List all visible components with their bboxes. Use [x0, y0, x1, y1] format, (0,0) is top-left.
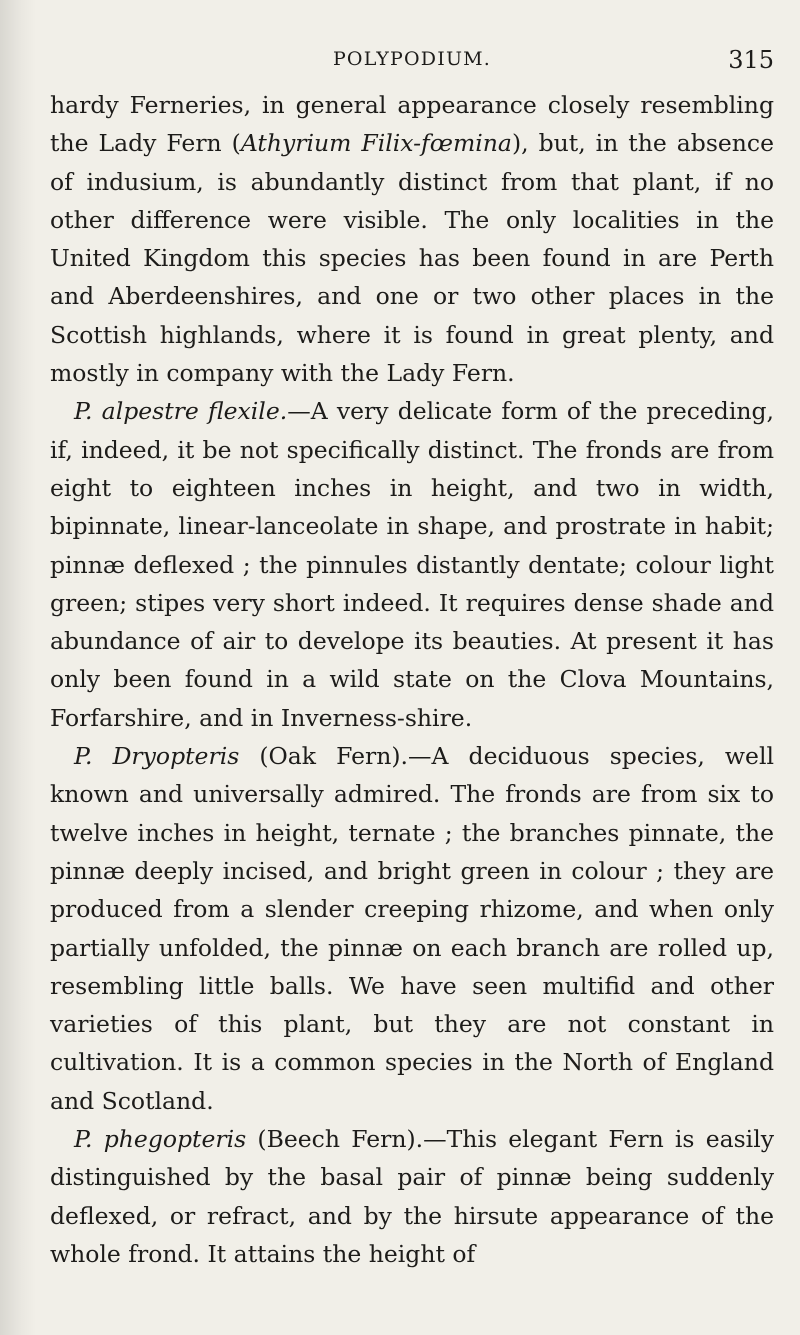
binding-shadow [0, 0, 36, 1335]
species-name: P. phegopteris [74, 1125, 247, 1154]
page-number: 315 [728, 46, 774, 74]
paragraph-dryopteris [50, 737, 774, 1120]
text-run: ), but, in the absence of indusium, is abundantly distinct from that plant, if no other difference were visible. The only localities in the United Kingdom this species has been found in are Perth and Aberdeenshires, and one or two other places in the Scottish highlands, where it is found in great plenty, and mostly in company with the Lady Fern. [50, 129, 774, 388]
book-page [50, 0, 774, 1335]
running-head [50, 48, 774, 78]
text-run: hardy Ferneries, in general appearance closely resembling the Lady Fern ( [50, 91, 774, 158]
text-run: —A very delicate form of the preceding, if, indeed, it be not specifically distinct. The fronds are from eight to eighteen inches in height, and two in width, bipinnate, linear-lanceolate in shape, and prostrate in habit; pinnæ deflexed ; the pinnules distantly dentate; colour light green; stipes very short indeed. It requires dense shade and abundance of air to develope its beauties. At present it has only been found in a wild state on the Clova Mountains, Forfarshire, and in Inverness-shire. [50, 397, 774, 732]
running-title: POLYPODIUM. [332, 48, 492, 70]
species-name: P. alpestre flexile. [74, 397, 288, 426]
species-name: P. Dryopteris [74, 742, 240, 771]
text-run: (Oak Fern).—A deciduous species, well known and universally admired. The fronds are from six to twelve inches in height, ternate ; the branches pinnate, the pinnæ deeply incised, and bright green in colour ; they are produced from a slender creeping rhizome, and when only partially unfolded, the pinnæ on each branch are rolled up, resembling little balls. We have seen multifid and other varieties of this plant, but they are not constant in cultivation. It is a common species in the North of England and Scotland. [50, 742, 774, 1115]
text-run: (Beech Fern).—This elegant Fern is easily distinguished by the basal pair of pinnæ being suddenly deflexed, or refract, and by the hirsute appearance of the whole frond. It attains the height of [50, 1125, 774, 1268]
body-text [50, 86, 774, 1273]
paragraph-phegopteris [50, 1120, 774, 1273]
paragraph-alpestre-flexile [50, 392, 774, 737]
paragraph-continued [50, 86, 774, 392]
species-name: Athyrium Filix-fœmina [240, 129, 512, 158]
